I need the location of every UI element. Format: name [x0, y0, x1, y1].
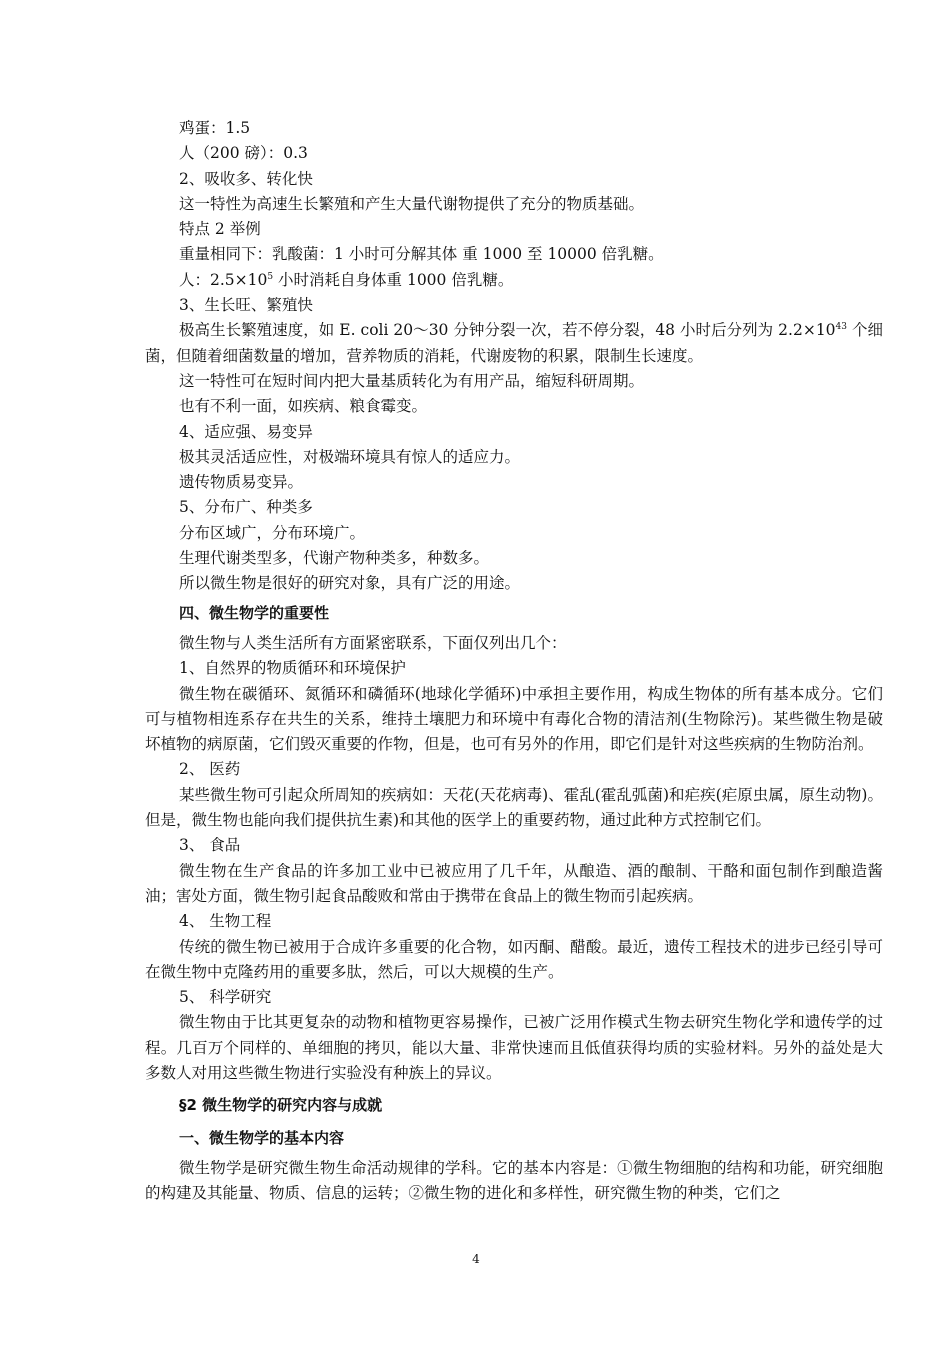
paragraph: 微生物在生产食品的许多加工业中已被应用了几千年，从酿造、酒的酿制、干酪和面包制作到酿造酱油；害处方面，微生物引起食品酸败和常由于携带在食品上的微生物而引起疾病。 — [145, 861, 883, 905]
text-line: 人（200 磅）：0.3 — [179, 144, 308, 163]
text-fragment: 小时消耗自身体重 1000 倍乳糖。 — [273, 270, 514, 289]
paragraph: 传统的微生物已被用于合成许多重要的化合物，如丙酮、醋酸。最近，遗传工程技术的进步已经引导可在微生物中克隆药用的重要多肽，然后，可以大规模的生产。 — [145, 937, 883, 981]
paragraph: 微生物学是研究微生物生命活动规律的学科。它的基本内容是：①微生物细胞的结构和功能，研究细胞的构建及其能量、物质、信息的运转；②微生物的进化和多样性，研究微生物的种类，它们之 — [145, 1158, 883, 1203]
subheading: 5、分布广、种类多 — [179, 498, 313, 517]
subheading: 4、适应强、易变异 — [179, 422, 313, 441]
subheading: 3、生长旺、繁殖快 — [179, 296, 313, 315]
subheading: 1、自然界的物质循环和环境保护 — [179, 659, 406, 678]
subheading: 3、 食品 — [179, 836, 241, 855]
paragraph: 某些微生物可引起众所周知的疾病如：天花(天花病毒)、霍乱(霍乱弧菌)和疟疾(疟原虫属，原生动物)。但是，微生物也能向我们提供抗生素)和其他的医学上的重要药物，通过此种方式控制它们。 — [145, 785, 883, 830]
superscript: 5 — [267, 271, 274, 282]
text-line: 也有不利一面，如疾病、粮食霉变。 — [179, 397, 428, 416]
subheading: 2、吸收多、转化快 — [179, 169, 313, 188]
subheading: 2、 医药 — [179, 760, 241, 779]
text-fragment: 人：2.5×10 — [179, 270, 268, 289]
text-line: 分布区域广，分布环境广。 — [179, 523, 366, 542]
page-body — [145, 116, 883, 1206]
superscript: 43 — [835, 322, 847, 333]
text-line — [145, 268, 883, 293]
text-line: 生理代谢类型多，代谢产物种类多，种数多。 — [179, 549, 490, 568]
text-fragment: 极高生长繁殖速度，如 E. coli 20～30 分钟分裂一次，若不停分裂，48 小时后分列为 2.2×10 — [179, 321, 836, 340]
subheading: 4、 生物工程 — [179, 912, 272, 931]
text-fragment: 个细菌，但随着细菌数量的增加，营养物质的消耗，代谢废物的积累，限制生长速度。 — [145, 321, 883, 365]
text-line: 极其灵活适应性，对极端环境具有惊人的适应力。 — [179, 447, 521, 466]
paragraph — [145, 318, 883, 369]
page-number: 4 — [472, 1252, 480, 1266]
text-line: 所以微生物是很好的研究对象，具有广泛的用途。 — [179, 574, 521, 593]
paragraph: 微生物由于比其更复杂的动物和植物更容易操作，已被广泛用作模式生物去研究生物化学和遗传学的过程。几百万个同样的、单细胞的拷贝，能以大量、非常快速而且低值获得均质的实验材料。另外的益处是大多数人对用这些微生物进行实验没有种族上的异议。 — [145, 1013, 883, 1082]
text-line: 微生物与人类生活所有方面紧密联系，下面仅列出几个： — [179, 633, 567, 652]
section-heading-importance: 四、微生物学的重要性 — [179, 603, 330, 622]
text-line: 重量相同下：乳酸菌：1 小时可分解其体 重 1000 至 10000 倍乳糖。 — [179, 245, 664, 264]
text-line: 遗传物质易变异。 — [179, 473, 304, 492]
paragraph: 微生物在碳循环、氮循环和磷循环(地球化学循环)中承担主要作用，构成生物体的所有基本成分。它们可与植物相连系存在共生的关系，维持土壤肥力和环境中有毒化合物的清洁剂(生物除污)。某些微生物是破坏植物的病原菌，它们毁灭重要的作物，但是，也可有另外的作用，即它们是针对这些疾病的生物防治剂。 — [145, 684, 883, 754]
subheading: 5、 科学研究 — [179, 988, 272, 1007]
text-line: 鸡蛋：1.5 — [179, 119, 251, 137]
text-line: 这一特性可在短时间内把大量基质转化为有用产品，缩短科研周期。 — [179, 371, 645, 390]
chapter-heading: §2 微生物学的研究内容与成就 — [179, 1096, 383, 1115]
text-line: 特点 2 举例 — [179, 220, 261, 239]
section-heading-basics: 一、微生物学的基本内容 — [179, 1128, 345, 1147]
text-line: 这一特性为高速生长繁殖和产生大量代谢物提供了充分的物质基础。 — [179, 194, 645, 213]
